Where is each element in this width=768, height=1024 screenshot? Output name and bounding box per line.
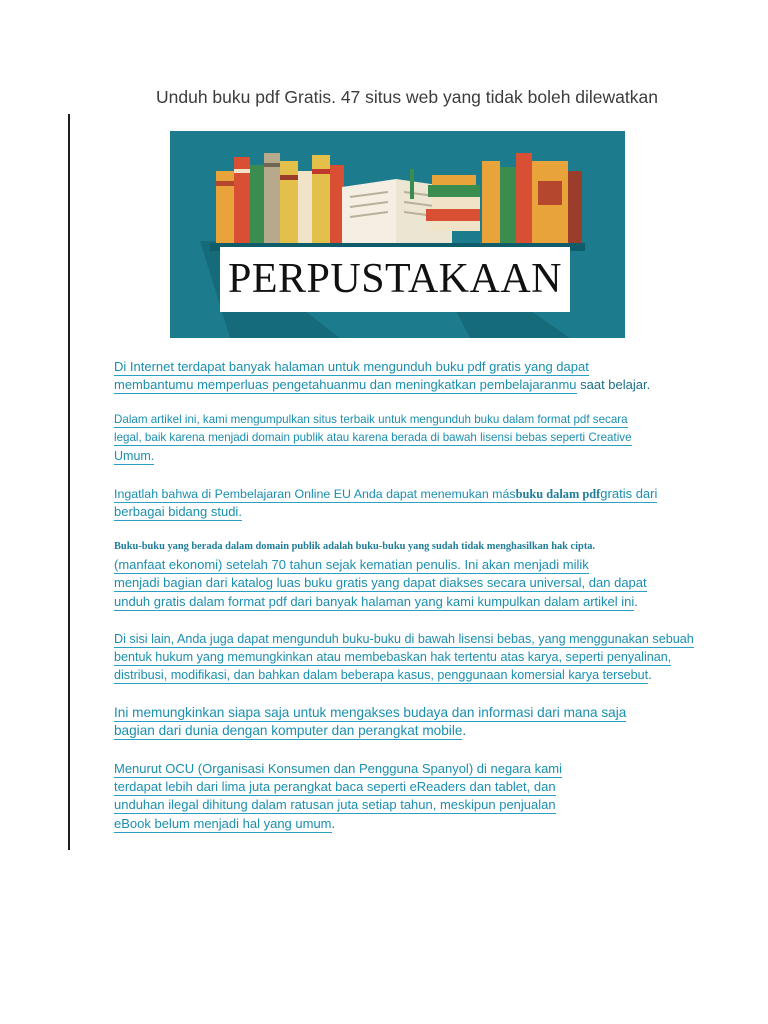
plain-text: . xyxy=(648,668,652,683)
link-text[interactable]: bagian dari dunia dengan komputer dan perangkat mobile xyxy=(114,723,463,739)
link-text[interactable]: Dalam artikel ini, kami mengumpulkan situs terbaik untuk mengunduh buku dalam format pdf secara xyxy=(114,413,628,426)
link-text[interactable]: membantumu memperluas pengetahuanmu dan meningkatkan pembelajaranmu xyxy=(114,377,577,393)
plain-text: . xyxy=(462,723,467,739)
paragraph-intro xyxy=(114,358,714,394)
link-text[interactable]: Umum. xyxy=(114,449,155,464)
link-text[interactable]: Di Internet terdapat banyak halaman untuk mengunduh buku pdf gratis yang dapat xyxy=(114,359,589,374)
plain-text: . xyxy=(331,815,336,831)
plain-text: . xyxy=(634,593,638,609)
bold-heading-text: Buku-buku yang berada dalam domain publik adalah buku-buku yang sudah tidak menghasilkan hak cipta. xyxy=(114,541,596,552)
link-text[interactable]: berbagai bidang studi. xyxy=(114,504,242,520)
link-text[interactable]: Ini memungkinkan siapa saja untuk mengakses budaya dan informasi dari mana saja xyxy=(114,705,627,720)
link-text[interactable]: gratis dari xyxy=(600,486,658,501)
document-title: Unduh buku pdf Gratis. 47 situs web yang tidak boleh dilewatkan xyxy=(156,87,658,107)
banner-caption: PERPUSTAKAAN xyxy=(220,247,570,312)
link-text[interactable]: Ingatlah bahwa di Pembelajaran Online EU Anda dapat menemukan más xyxy=(114,487,516,501)
link-text[interactable]: bentuk hukum yang memungkinkan atau membebaskan hak tertentu atas karya, seperti penyalinan, xyxy=(114,650,672,665)
link-text[interactable]: eBook belum menjadi hal yang umum xyxy=(114,815,332,831)
link-bold-text[interactable]: buku dalam pdf xyxy=(515,487,601,501)
link-text[interactable]: terdapat lebih dari lima juta perangkat baca seperti eReaders dan tablet, dan xyxy=(114,779,556,795)
margin-rule xyxy=(68,114,70,850)
paragraph-reminder xyxy=(114,485,714,521)
link-text[interactable]: (manfaat ekonomi) setelah 70 tahun sejak kematian penulis. Ini akan menjadi milik xyxy=(114,557,589,573)
plain-text: saat belajar. xyxy=(576,377,651,393)
link-text[interactable]: menjadi bagian dari katalog luas buku gratis yang dapat diakses secara universal, dan dapat xyxy=(114,575,647,591)
link-text[interactable]: unduh gratis dalam format pdf dari banyak halaman yang kami kumpulkan dalam artikel ini xyxy=(114,593,635,609)
paragraph-public-domain xyxy=(114,538,714,611)
link-text[interactable]: unduhan ilegal dihitung dalam ratusan juta setiap tahun, meskipun penjualan xyxy=(114,797,556,813)
link-text[interactable]: legal, baik karena menjadi domain publik atau karena berada di bawah lisensi bebas seperti Creative xyxy=(114,431,632,445)
link-text[interactable]: Menurut OCU (Organisasi Konsumen dan Pengguna Spanyol) di negara kami xyxy=(114,761,563,776)
link-text[interactable]: Di sisi lain, Anda juga dapat mengunduh buku-buku di bawah lisensi bebas, yang menggunakan sebuah xyxy=(114,632,694,646)
link-text[interactable]: distribusi, modifikasi, dan bahkan dalam beberapa kasus, penggunaan komersial karya tersebut xyxy=(114,668,649,683)
paragraph-ocu-stats xyxy=(114,760,714,833)
library-banner xyxy=(170,131,625,338)
paragraph-article-scope xyxy=(114,411,714,466)
paragraph-free-license xyxy=(114,630,714,685)
paragraph-access xyxy=(114,704,714,740)
